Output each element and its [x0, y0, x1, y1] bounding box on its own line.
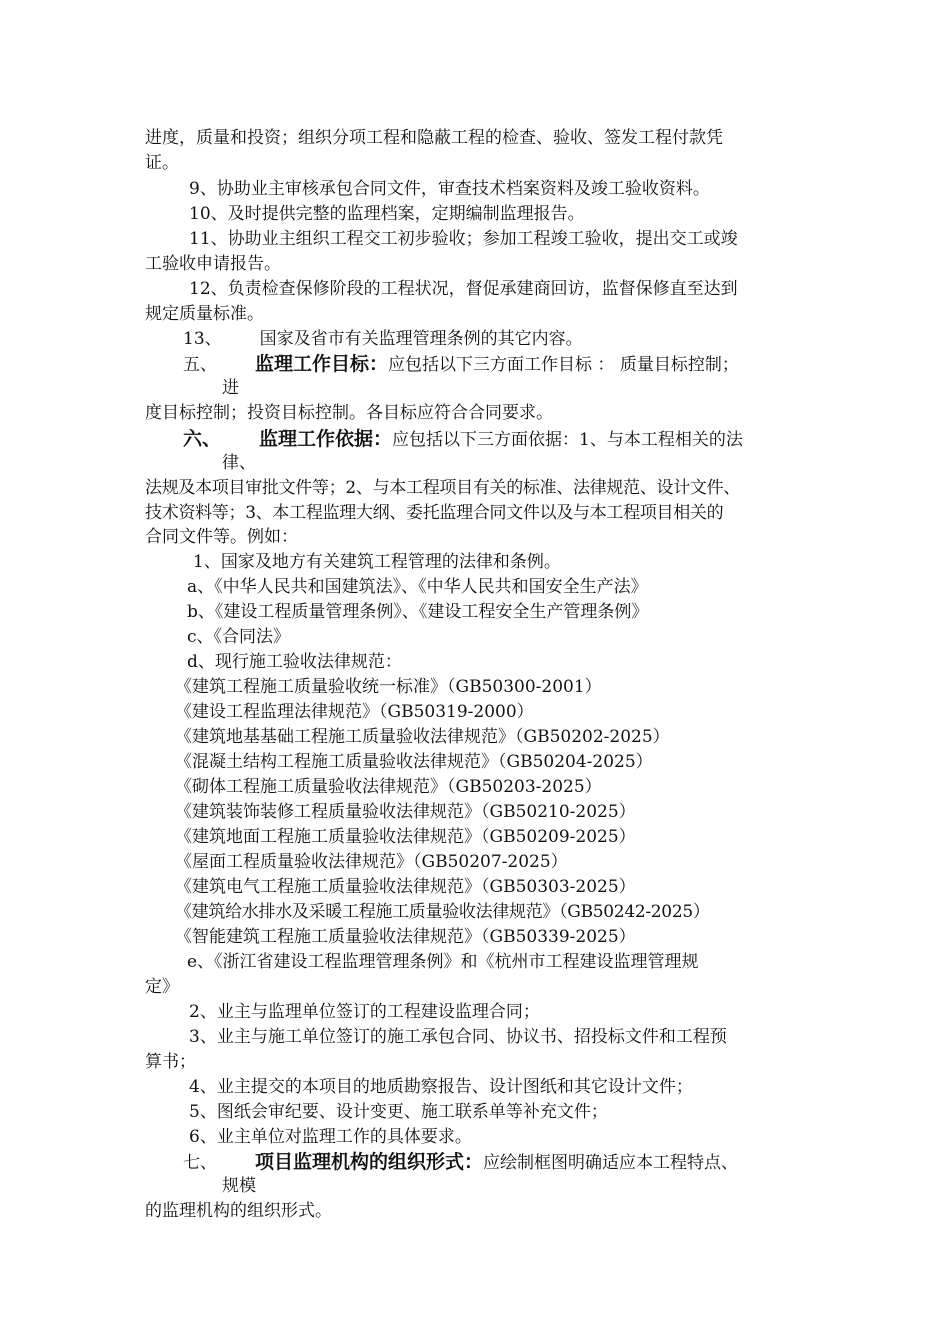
basis-item-e: e、《浙江省建设工程监理管理条例》和《杭州市工程建设监理管理规 — [187, 952, 699, 972]
spec-item: 《砌体工程施工质量验收法律规范》（GB50203-2025） — [175, 777, 602, 797]
text-line: 定》 — [145, 977, 179, 997]
section-5-num: 五、 — [183, 355, 217, 375]
item-12: 12、负责检查保修阶段的工程状况，督促承建商回访，监督保修直至达到 — [189, 279, 738, 299]
text-line: 度目标控制；投资目标控制。各目标应符合合同要求。 — [145, 403, 553, 423]
basis-item-b: b、《建设工程质量管理条例》、《建设工程安全生产管理条例》 — [187, 602, 649, 622]
basis-item-4: 4、业主提交的本项目的地质勘察报告、设计图纸和其它设计文件； — [189, 1077, 693, 1097]
basis-item-6: 6、业主单位对监理工作的具体要求。 — [189, 1127, 472, 1147]
item-13 — [183, 328, 583, 350]
text-line: 进度，质量和投资；组织分项工程和隐蔽工程的检查、验收、签发工程付款凭 — [145, 128, 723, 148]
text-line: 算书； — [145, 1052, 196, 1072]
section-6-title: 监理工作依据： — [259, 428, 393, 450]
text-line: 的监理机构的组织形式。 — [145, 1201, 332, 1221]
spec-item: 《混凝土结构工程施工质量验收法律规范》（GB50204-2025） — [175, 752, 653, 772]
text-line: 规定质量标准。 — [145, 304, 264, 324]
item-9: 9、协助业主审核承包合同文件，审查技术档案资料及竣工验收资料。 — [189, 179, 710, 199]
text-line: 规模 — [222, 1176, 256, 1196]
spec-item: 《建筑工程施工质量验收统一标准》（GB50300-2001） — [175, 677, 602, 697]
text-line: 合同文件等。例如： — [145, 527, 298, 547]
item-10: 10、及时提供完整的监理档案，定期编制监理报告。 — [189, 204, 585, 224]
spec-item: 《建设工程监理法律规范》（GB50319-2000） — [175, 702, 534, 722]
section-7-title: 项目监理机构的组织形式： — [255, 1151, 484, 1173]
text-line: 工验收申请报告。 — [145, 254, 281, 274]
basis-item-3: 3、业主与施工单位签订的施工承包合同、协议书、招投标文件和工程预 — [189, 1027, 727, 1047]
section-5-title: 监理工作目标： — [255, 353, 389, 375]
spec-item: 《建筑装饰装修工程质量验收法律规范》（GB50210-2025） — [175, 802, 636, 822]
spec-item: 《建筑给水排水及采暖工程施工质量验收法律规范》（GB50242-2025） — [175, 902, 710, 922]
section-6-heading — [183, 428, 743, 450]
item-11: 11、协助业主组织工程交工初步验收；参加工程竣工验收，提出交工或竣 — [189, 229, 738, 249]
text-line: 技术资料等；3、本工程监理大纲、委托监理合同文件以及与本工程项目相关的 — [145, 503, 724, 523]
basis-item-c: c、《合同法》 — [187, 627, 291, 647]
text-line: 法规及本项目审批文件等；2、与本工程项目有关的标准、法律规范、设计文件、 — [145, 478, 741, 498]
spec-item: 《建筑电气工程施工质量验收法律规范》（GB50303-2025） — [175, 877, 636, 897]
basis-item-2: 2、业主与监理单位签订的工程建设监理合同； — [189, 1002, 540, 1022]
section-7-text: 应绘制框图明确适应本工程特点、 — [483, 1153, 739, 1173]
basis-item-5: 5、图纸会审纪要、设计变更、施工联系单等补充文件； — [189, 1102, 608, 1122]
spec-item: 《屋面工程质量验收法律规范》（GB50207-2025） — [175, 852, 568, 872]
spec-item: 《智能建筑工程施工质量验收法律规范》（GB50339-2025） — [175, 927, 636, 947]
section-7-heading — [183, 1151, 738, 1173]
basis-item-1: 1、国家及地方有关建筑工程管理的法律和条例。 — [193, 552, 561, 572]
text-line: 律、 — [222, 453, 256, 473]
section-7-num: 七、 — [183, 1153, 217, 1173]
item-13-num: 13、 — [183, 329, 222, 349]
section-6-num: 六、 — [183, 428, 222, 450]
section-5-heading — [183, 353, 739, 375]
section-6-text: 应包括以下三方面依据：1、与本工程相关的法 — [392, 430, 743, 450]
spec-item: 《建筑地基基础工程施工质量验收法律规范》（GB50202-2025） — [175, 727, 670, 747]
spec-item: 《建筑地面工程施工质量验收法律规范》（GB50209-2025） — [175, 827, 636, 847]
text-line: 证。 — [145, 153, 179, 173]
basis-item-a: a、《中华人民共和国建筑法》、《中华人民共和国安全生产法》 — [187, 577, 648, 597]
item-13-text: 国家及省市有关监理管理条例的其它内容。 — [259, 329, 583, 349]
text-line: 进 — [222, 378, 239, 398]
basis-item-d: d、现行施工验收法律规范： — [187, 652, 402, 672]
section-5-text: 应包括以下三方面工作目标 ： 质量目标控制； — [388, 355, 739, 375]
